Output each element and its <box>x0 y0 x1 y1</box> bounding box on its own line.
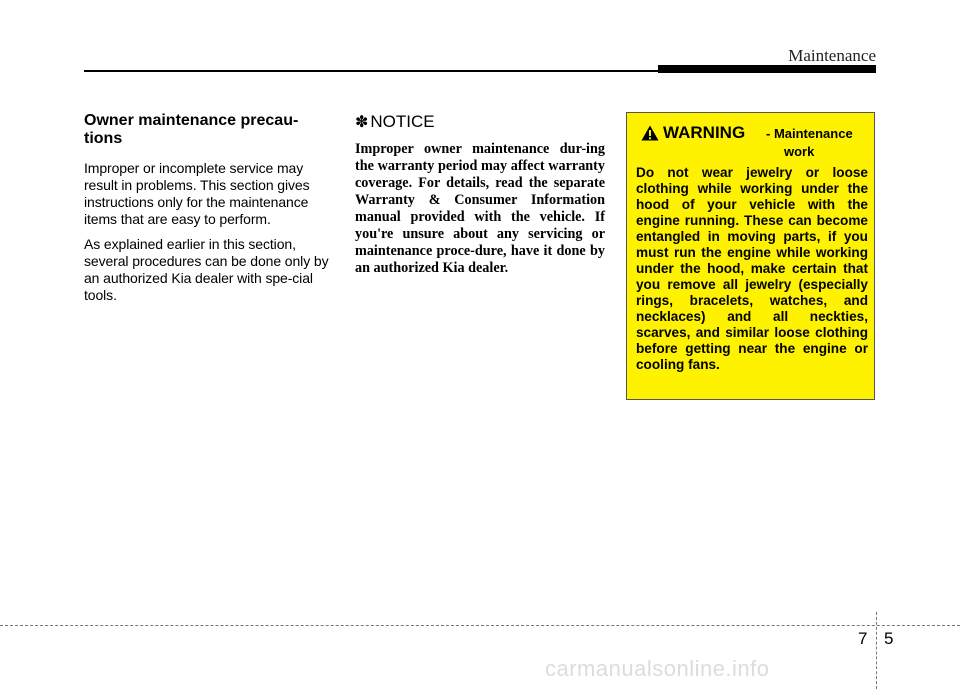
notice-body: Improper owner maintenance dur-ing the warranty period may affect warranty coverage. For details, read the separate Warranty & Consumer Information manual provided with the vehicle. If you're unsure about any servicing or maintenance proce-dure, have it done by an authorized Kia dealer. <box>355 141 605 276</box>
chapter-number: 7 <box>858 629 868 648</box>
notice-mark-icon: ✽ <box>355 114 369 131</box>
owner-maintenance-heading: Owner maintenance precau-tions <box>84 112 299 147</box>
footer-rule <box>0 625 960 626</box>
notice-title: NOTICE <box>370 112 435 131</box>
notice-heading <box>355 112 605 133</box>
footer-divider <box>876 612 877 689</box>
warning-box <box>626 112 875 400</box>
owner-paragraph-1: Improper or incomplete service may result in problems. This section gives instructions only for the maintenance items that are easy to perform. <box>84 160 310 227</box>
warning-triangle-icon <box>641 125 659 141</box>
warning-subtitle-line2: work <box>784 144 815 159</box>
owner-maintenance-section <box>84 112 336 312</box>
warning-subtitle-line1: - Maintenance <box>766 126 853 141</box>
owner-paragraph-2: As explained earlier in this section, several procedures can be done only by an authorized Kia dealer with spe-cial tools. <box>84 236 329 303</box>
page-number: 5 <box>884 629 894 648</box>
header-rule-bold <box>658 65 876 73</box>
section-title: Maintenance <box>788 46 876 65</box>
watermark: carmanualsonline.info <box>545 656 770 681</box>
warning-word: WARNING <box>663 123 746 142</box>
notice-section <box>355 112 605 277</box>
warning-body: Do not wear jewelry or loose clothing while working under the hood of your vehicle with the engine running. These can become entangled in moving parts, if you must run the engine while working under the hood, make certain that you remove all jewelry (especially rings, bracelets, watches, and necklaces) and all neckties, scarves, and similar loose clothing before getting near the engine or cooling fans. <box>636 165 868 372</box>
header-rule <box>84 70 664 72</box>
